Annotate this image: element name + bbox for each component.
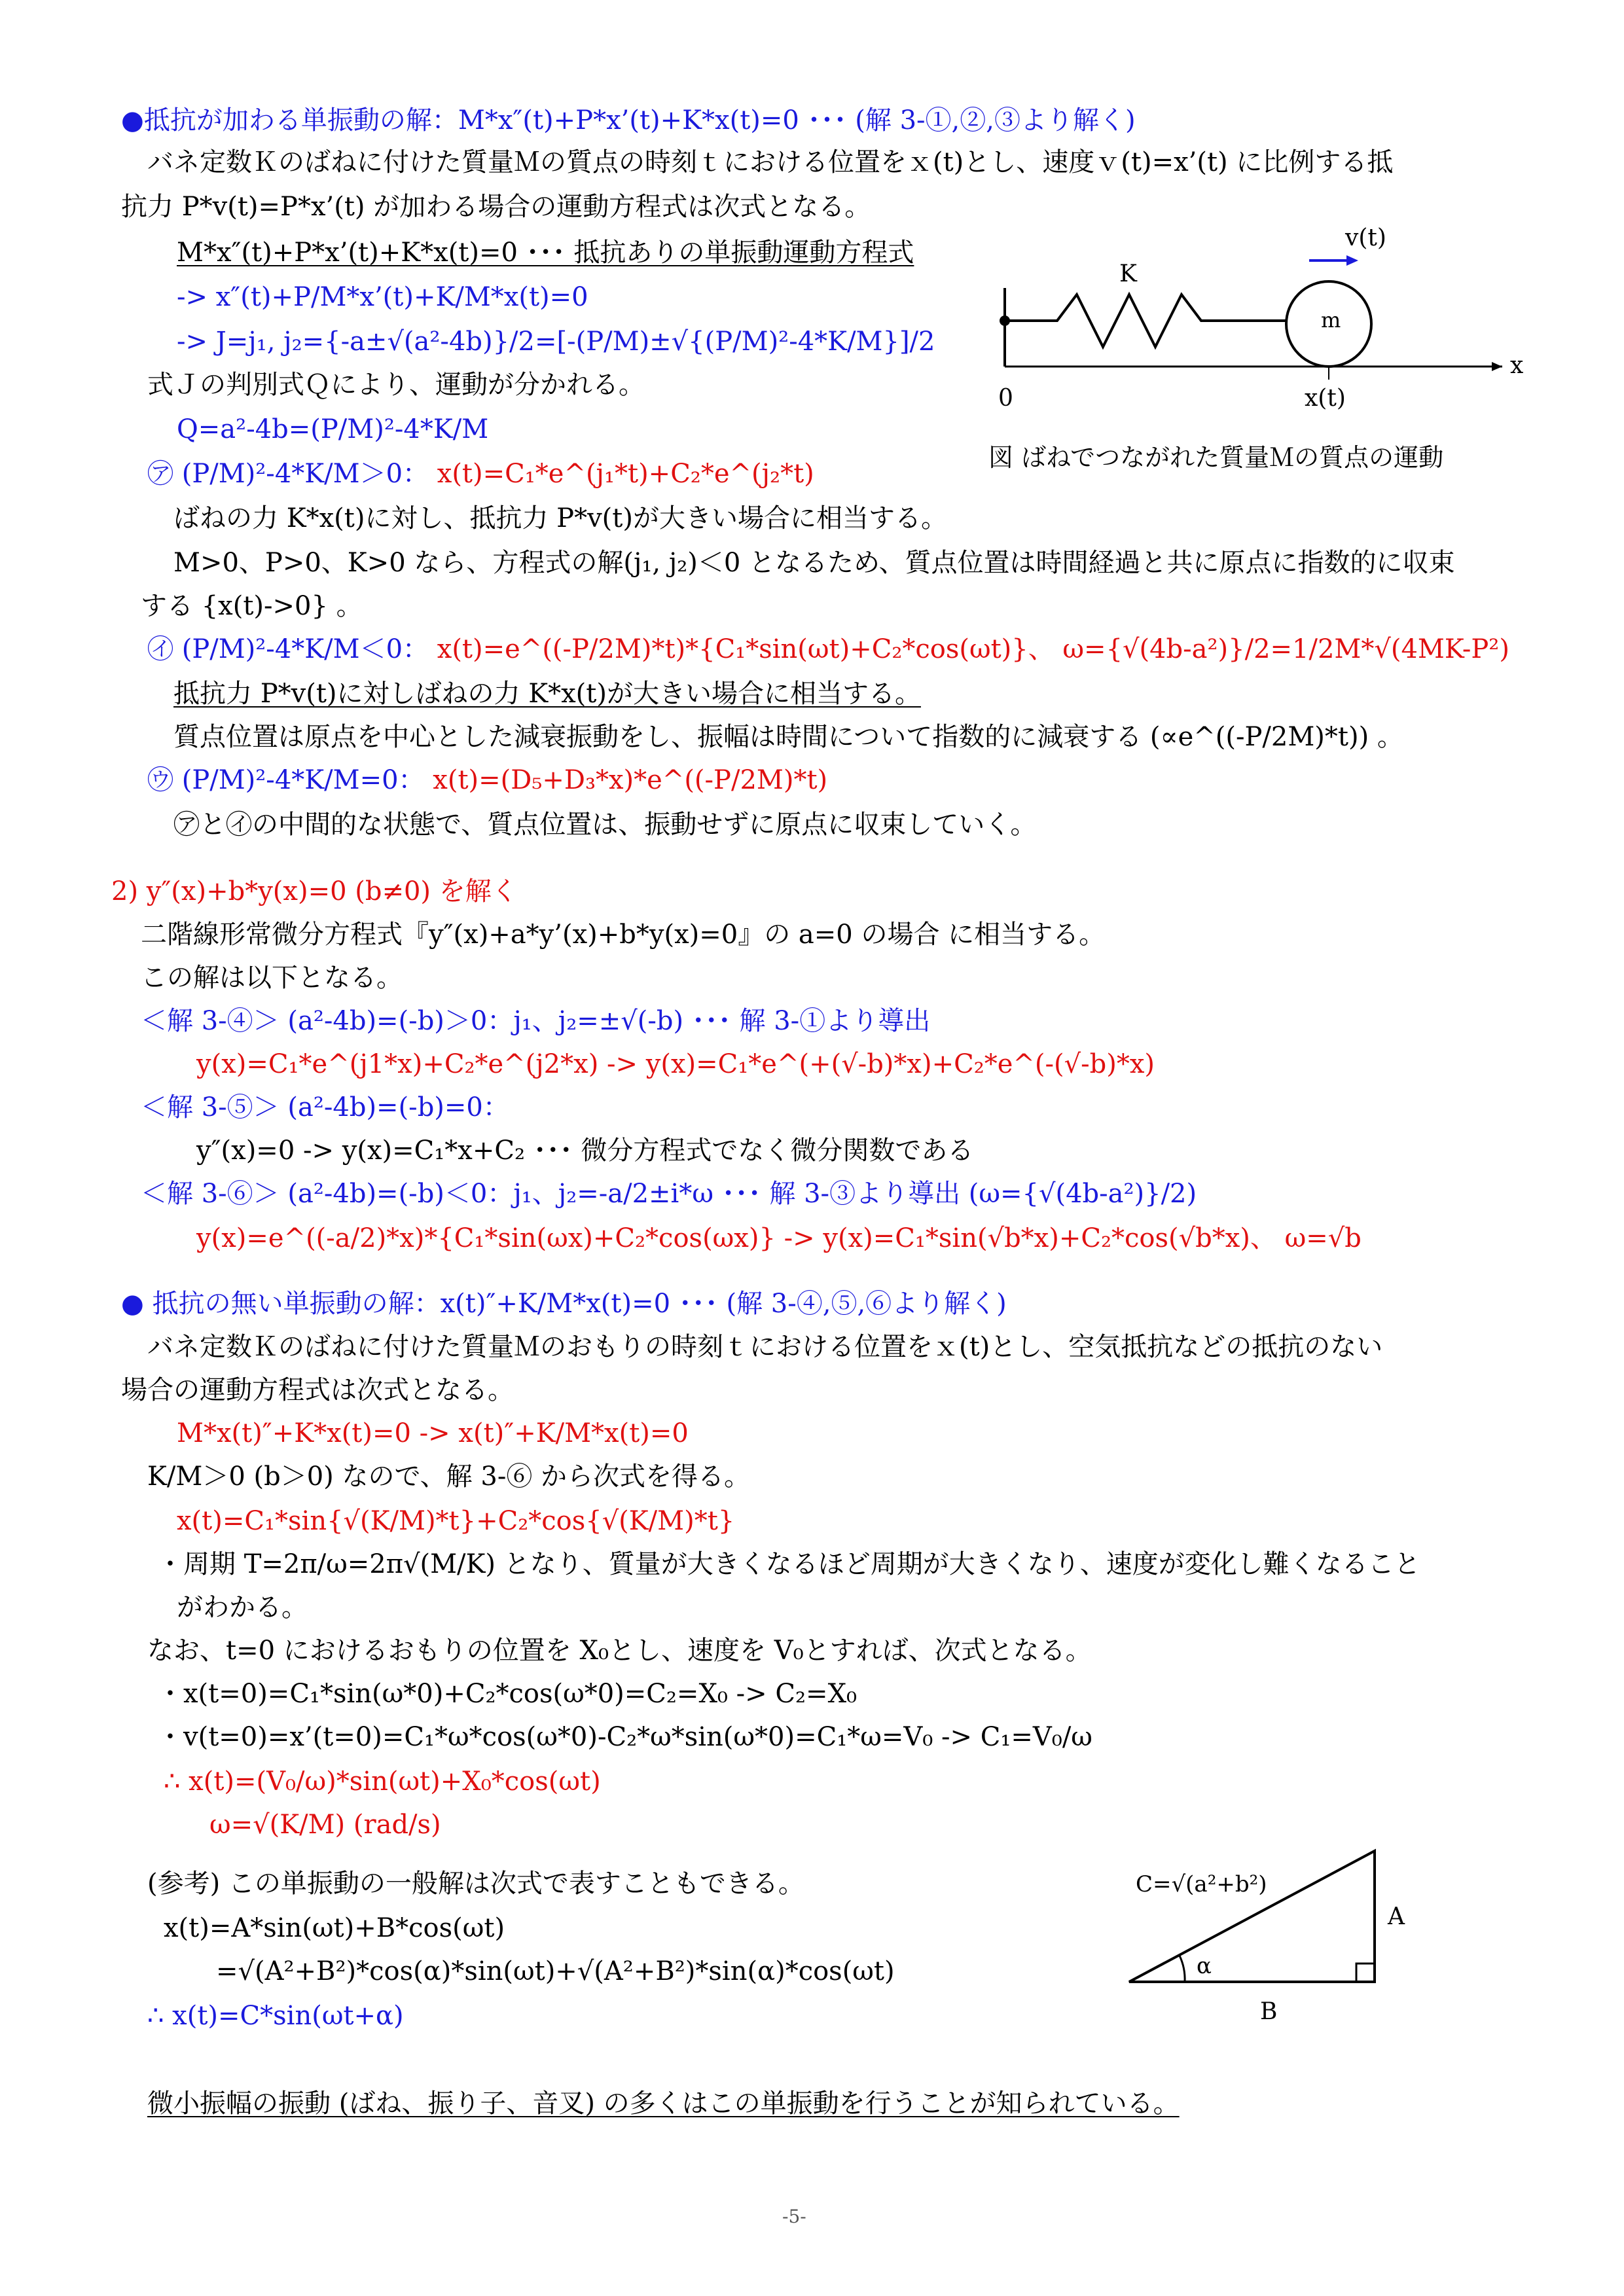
omega-definition: ω=√(K/M) (rad/s) xyxy=(209,1810,441,1840)
velocity-arrow-icon xyxy=(1346,255,1358,266)
section1-equation-2: -> x″(t)+P/M*x’(t)+K/M*x(t)=0 xyxy=(177,282,588,312)
section3-km-line: K/M＞0 (b＞0) なので、解 3-⑥ から次式を得る。 xyxy=(147,1462,751,1492)
initial-condition-line: なお、t=0 におけるおもりの位置を X₀とし、速度を V₀とすれば、次式となる。 xyxy=(147,1636,1092,1666)
therefore-solution: ∴ x(t)=(V₀/ω)*sin(ωt)+X₀*cos(ωt) xyxy=(164,1767,601,1797)
alpha-label: α xyxy=(1197,1953,1212,1979)
spring-constant-label: K xyxy=(1119,260,1137,287)
case-a-condition: ㋐ (P/M)²-4*K/M＞0： xyxy=(147,459,429,489)
section2-line2: この解は以下となる。 xyxy=(141,963,403,993)
case-a-desc-3: する {x(t)->0} 。 xyxy=(141,591,363,621)
section1-heading: ●抵抗が加わる単振動の解：M*x″(t)+P*x’(t)+K*x(t)=0 ･･･ (解 3-①,②,③より解く) xyxy=(121,105,1136,135)
solution-4-heading: ＜解 3-④＞ (a²-4b)=(-b)＞0：j₁、j₂=±√(-b) ･･･ 解 3-①より導出 xyxy=(141,1006,931,1036)
solution-4-equation: y(x)=C₁*e^(j1*x)+C₂*e^(j2*x) -> y(x)=C₁*e^(+(√-b)*x)+C₂*e^(-(√-b)*x) xyxy=(196,1049,1155,1079)
case-c-condition: ㋒ (P/M)²-4*K/M=0： xyxy=(147,765,425,795)
section3-intro-line2: 場合の運動方程式は次式となる。 xyxy=(121,1375,514,1405)
case-a-solution: x(t)=C₁*e^(j₁*t)+C₂*e^(j₂*t) xyxy=(437,459,814,489)
solution-6-heading: ＜解 3-⑥＞ (a²-4b)=(-b)＜0：j₁、j₂=-a/2±i*ω ･･･ 解 3-③より導出 (ω={√(4b-a²)}/2) xyxy=(141,1179,1197,1209)
case-b-desc-1: 抵抗力 P*v(t)に対しばねの力 K*x(t)が大きい場合に相当する。 xyxy=(173,679,921,709)
page-number: -5- xyxy=(782,2206,806,2227)
right-triangle xyxy=(1129,1851,1375,1982)
section2-line1: 二階線形常微分方程式『y″(x)+a*y’(x)+b*y(x)=0』の a=0 の場合 に相当する。 xyxy=(141,920,1106,950)
section3-equation-2: x(t)=C₁*sin{√(K/M)*t}+C₂*cos{√(K/M)*t} xyxy=(177,1506,735,1536)
case-b-desc-2: 質点位置は原点を中心とした減衰振動をし、振幅は時間について指数的に減衰する (∝e^((-P/2M)*t)) 。 xyxy=(173,722,1403,752)
x-axis-arrow-icon xyxy=(1492,362,1502,371)
section1-equation-3: -> J=j₁, j₂={-a±√(a²-4b)}/2=[-(P/M)±√{(P/M)²-4*K/M}]/2 xyxy=(177,327,935,357)
side-b-label: B xyxy=(1260,1998,1278,2025)
reference-equation-1: x(t)=A*sin(ωt)+B*cos(ωt) xyxy=(164,1913,505,1943)
case-a-line xyxy=(147,457,814,491)
solution-5-heading: ＜解 3-⑤＞ (a²-4b)=(-b)=0： xyxy=(141,1092,509,1122)
hypotenuse-label: C=√(a²+b²) xyxy=(1136,1871,1267,1897)
case-a-desc-1: ばねの力 K*x(t)に対し、抵抗力 P*v(t)が大きい場合に相当する。 xyxy=(173,503,947,533)
case-b-condition: ㋑ (P/M)²-4*K/M＜0： xyxy=(147,634,429,664)
closing-line: 微小振幅の振動 (ばね、振り子、音叉) の多くはこの単振動を行うことが知られている。 xyxy=(147,2089,1180,2119)
case-a-desc-2: M>0、P>0、K>0 なら、方程式の解(j₁, j₂)＜0 となるため、質点位置は時間経過と共に原点に指数的に収束 xyxy=(173,548,1455,578)
section2-heading: 2) y″(x)+b*y(x)=0 (b≠0) を解く xyxy=(111,876,518,906)
period-line-1: ・周期 T=2π/ω=2π√(M/K) となり、質量が大きくなるほど周期が大きくなり、速度が変化し難くなること xyxy=(157,1549,1420,1579)
section1-discriminant-intro: 式Ｊの判別式Ｑにより、運動が分かれる。 xyxy=(147,370,645,400)
x-axis-label: x xyxy=(1510,352,1524,379)
mass-label: m xyxy=(1321,308,1341,332)
section1-q-definition: Q=a²-4b=(P/M)²-4*K/M xyxy=(177,414,489,444)
period-line-2: がわかる。 xyxy=(177,1592,308,1623)
solution-5-equation: y″(x)=0 -> y(x)=C₁*x+C₂ ･･･ 微分方程式でなく微分関数である xyxy=(196,1136,974,1166)
alpha-arc xyxy=(1180,1956,1185,1982)
section3-heading: ● 抵抗の無い単振動の解：x(t)″+K/M*x(t)=0 ･･･ (解 3-④,⑤,⑥より解く) xyxy=(121,1289,1007,1319)
section1-intro-line2: 抗力 P*v(t)=P*x’(t) が加わる場合の運動方程式は次式となる。 xyxy=(121,192,871,222)
origin-label: 0 xyxy=(998,385,1013,412)
section3-equation-1: M*x(t)″+K*x(t)=0 -> x(t)″+K/M*x(t)=0 xyxy=(177,1418,689,1448)
reference-equation-3: ∴ x(t)=C*sin(ωt+α) xyxy=(147,2001,404,2031)
figure1-caption: 図 ばねでつながれた質量Ｍの質点の運動 xyxy=(988,443,1444,472)
case-c-desc-1: ㋐と㋑の中間的な状態で、質点位置は、振動せずに原点に収束していく。 xyxy=(173,810,1037,840)
side-a-label: A xyxy=(1388,1903,1405,1930)
case-b-solution: x(t)=e^((-P/2M)*t)*{C₁*sin(ωt)+C₂*cos(ωt)}、 ω={√(4b-a²)}/2=1/2M*√(4MK-P²) xyxy=(437,634,1509,664)
velocity-label: v(t) xyxy=(1345,224,1386,251)
xt-label: x(t) xyxy=(1305,385,1346,412)
triangle-figure xyxy=(1106,1833,1460,2049)
reference-equation-2: =√(A²+B²)*cos(α)*sin(ωt)+√(A²+B²)*sin(α)*cos(ωt) xyxy=(216,1956,895,1986)
section1-intro-line1: バネ定数Ｋのばねに付けた質量Ｍの質点の時刻ｔにおける位置をｘ(t)とし、速度ｖ(t)=x’(t) に比例する抵 xyxy=(147,147,1394,177)
case-c-solution: x(t)=(D₅+D₃*x)*e^((-P/2M)*t) xyxy=(433,765,828,795)
x0-equation: ・x(t=0)=C₁*sin(ω*0)+C₂*cos(ω*0)=C₂=X₀ -> C₂=X₀ xyxy=(157,1679,857,1709)
v0-equation: ・v(t=0)=x’(t=0)=C₁*ω*cos(ω*0)-C₂*ω*sin(ω*0)=C₁*ω=V₀ -> C₁=V₀/ω xyxy=(157,1722,1092,1752)
case-b-line xyxy=(147,632,1509,666)
spring-mass-figure xyxy=(979,216,1528,471)
solution-6-equation: y(x)=e^((-a/2)*x)*{C₁*sin(ωx)+C₂*cos(ωx)} -> y(x)=C₁*sin(√b*x)+C₂*cos(√b*x)、 ω=√b xyxy=(196,1223,1362,1253)
case-c-line xyxy=(147,763,827,797)
spring-icon xyxy=(1005,295,1286,347)
reference-heading: (参考) この単振動の一般解は次式で表すこともできる。 xyxy=(147,1869,804,1899)
right-angle-mark xyxy=(1356,1964,1375,1982)
section3-intro-line1: バネ定数Ｋのばねに付けた質量Ｍのおもりの時刻ｔにおける位置をｘ(t)とし、空気抵抗などの抵抗のない xyxy=(147,1332,1383,1362)
section1-equation-1: M*x″(t)+P*x’(t)+K*x(t)=0 ･･･ 抵抗ありの単振動運動方程式 xyxy=(177,238,914,268)
